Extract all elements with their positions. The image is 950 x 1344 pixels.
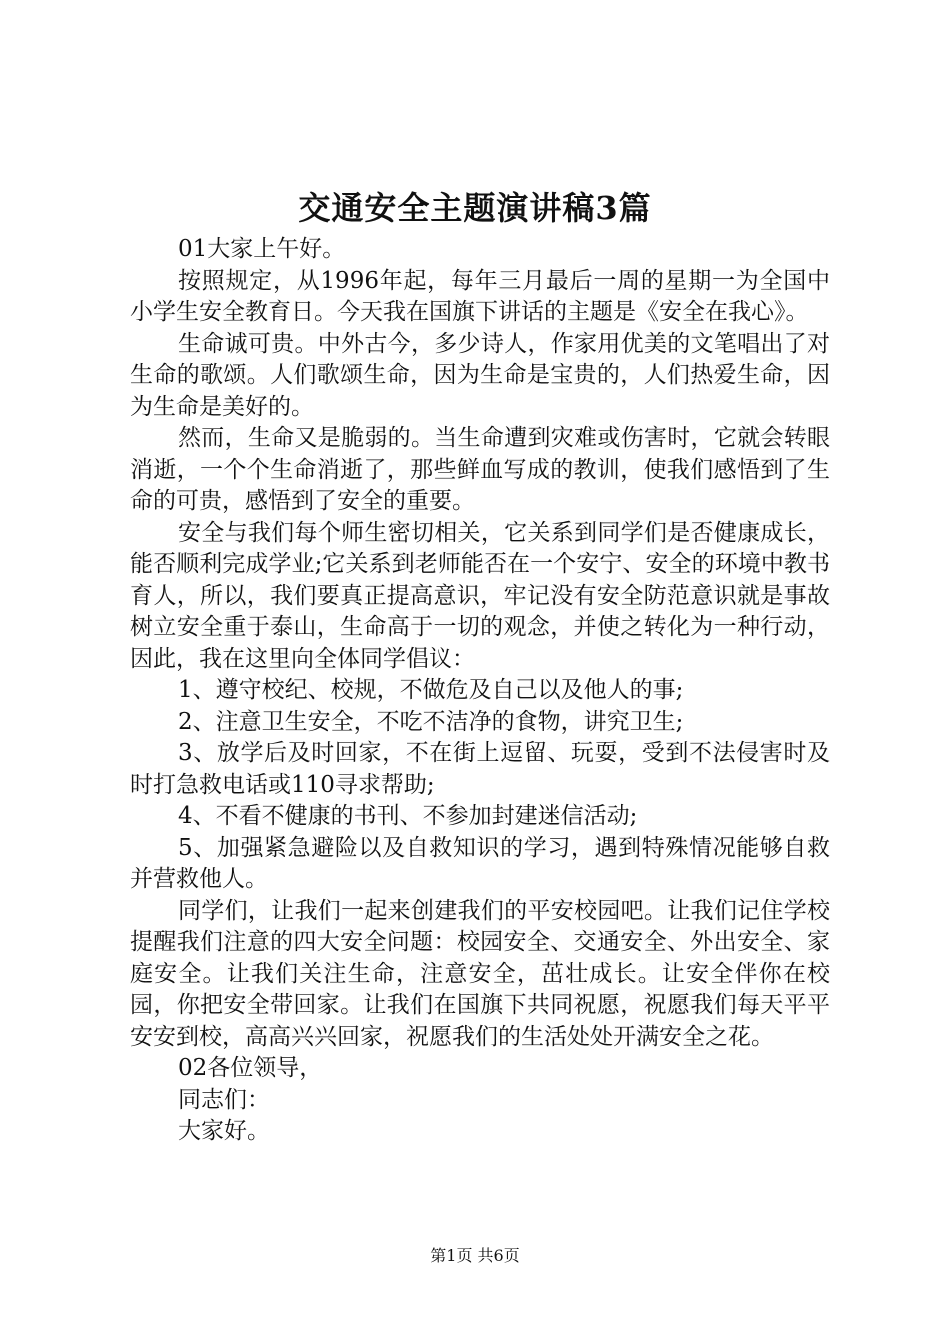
paragraph: 同志们： [178, 1086, 270, 1113]
paragraph: 按照规定，从1996年起，每年三月最后一周的星期一为全国中小学生安全教育日。今天我在国旗下讲话的主题是《安全在我心》。 [130, 267, 830, 325]
page-number-footer: 第1页 共6页 [430, 1246, 520, 1265]
paragraph: 02各位领导， [178, 1055, 323, 1081]
paragraph: 大家好。 [178, 1118, 270, 1144]
paragraph: 然而，生命又是脆弱的。当生命遭到灾难或伤害时，它就会转眼消逝，一个个生命消逝了，那些鲜血写成的教训，使我们感悟到了生命的可贵，感悟到了安全的重要。 [130, 425, 830, 514]
paragraph: 安全与我们每个师生密切相关，它关系到同学们是否健康成长，能否顺利完成学业;它关系到老师能否在一个安宁、安全的环境中教书育人，所以，我们要真正提高意识，牢记没有安全防范意识就是事故树立安全重于泰山，生命高于一切的观念，并使之转化为一种行动，因此，我在这里向全体同学倡议： [130, 519, 830, 672]
list-item: 3、放学后及时回家，不在街上逗留、玩耍，受到不法侵害时及时打急救电话或110寻求帮助; [130, 740, 830, 798]
list-item: 2、注意卫生安全，不吃不洁净的食物，讲究卫生; [178, 708, 684, 735]
paragraph: 01大家上午好。 [178, 236, 346, 262]
list-item: 5、加强紧急避险以及自救知识的学习，遇到特殊情况能够自救并营救他人。 [130, 834, 830, 892]
document-title: 交通安全主题演讲稿3篇 [298, 189, 652, 227]
paragraph: 同学们，让我们一起来创建我们的平安校园吧。让我们记住学校提醒我们注意的四大安全问题：校园安全、交通安全、外出安全、家庭安全。让我们关注生命，注意安全，茁壮成长。让安全伴你在校园，你把安全带回家。让我们在国旗下共同祝愿，祝愿我们每天平平安安到校，高高兴兴回家，祝愿我们的生活处处开满安全之花。 [130, 897, 830, 1050]
document-body [130, 234, 830, 1148]
list-item: 4、不看不健康的书刊、不参加封建迷信活动; [178, 803, 638, 829]
paragraph: 生命诚可贵。中外古今，多少诗人，作家用优美的文笔唱出了对生命的歌颂。人们歌颂生命，因为生命是宝贵的，人们热爱生命，因为生命是美好的。 [130, 330, 830, 420]
list-item: 1、遵守校纪、校规，不做危及自己以及他人的事; [178, 677, 684, 703]
